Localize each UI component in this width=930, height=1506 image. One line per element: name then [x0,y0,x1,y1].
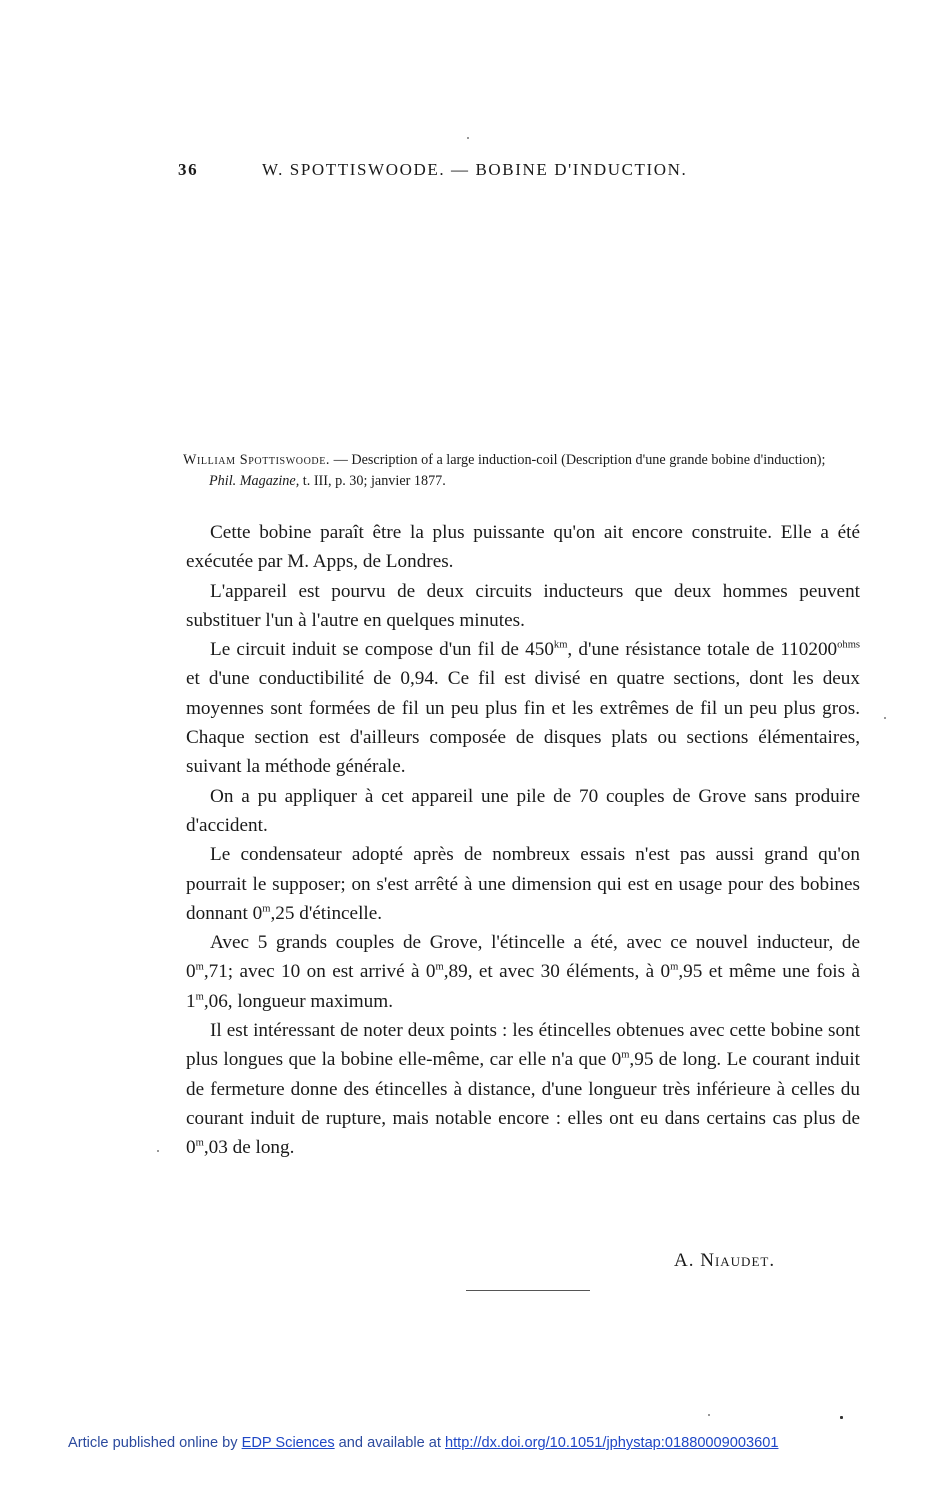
print-speck [708,1414,710,1416]
bibliographic-reference [183,450,855,492]
signature-initial: A. [674,1250,701,1271]
paragraph-6 [186,928,860,1016]
doi-link[interactable]: http://dx.doi.org/10.1051/jphystap:01880009003601 [444,1435,779,1451]
paragraph-1: Cette bobine paraît être la plus puissante qu'on ait encore construite. Elle a été exécutée par M. Apps, de Londres. [186,522,860,573]
paragraph-5-text-a: Le condensateur adopté après de nombreux essais n'est pas aussi grand qu'on pourrait le supposer; on s'est arrêté à une dimension qui est en usage pour des bobines donnant 0 [186,844,860,924]
paragraph-7 [186,1016,860,1162]
unit-superscript: m [670,962,679,974]
print-speck [467,137,469,139]
footer-prefix: Article published online by [68,1435,242,1451]
page-number: 36 [178,160,199,179]
paragraph-4: On a pu appliquer à cet appareil une pile de 70 couples de Grove sans produire d'accident. [186,785,860,836]
paragraph-3-text-b: , d'une résistance totale de 110200 [567,639,838,661]
unit-superscript: m [195,1137,204,1149]
paragraph-6-text-a: Avec 5 grands couples de Grove, l'étincelle a été, avec ce nouvel inducteur, de 0 [186,932,860,983]
paragraph-6-text-e: ,06, longueur maximum. [203,990,393,1012]
running-title: W. SPOTTISWOODE. — BOBINE D'INDUCTION. [262,160,688,179]
paragraph-7-text-a: Il est intéressant de noter deux points : les étincelles obtenues avec cette bobine sont plus longues que la bobine elle-même, car elle n'a que 0 [186,1020,860,1071]
paragraph-3 [186,635,860,781]
paragraph-2: L'appareil est pourvu de deux circuits inducteurs que deux hommes peuvent substituer l'un à l'autre en quelques minutes. [186,580,860,631]
running-header [178,160,778,180]
print-speck [157,1150,159,1152]
paragraph-6-text-c: ,89, et avec 30 éléments, à 0 [443,961,671,983]
author-signature [674,1250,775,1272]
reference-author: William Spottiswoode. [183,452,331,468]
paragraph-6-text-d: ,95 et même une fois à 1 [186,961,861,1012]
print-speck [840,1416,843,1419]
reference-journal: Phil. Magazine, [209,473,300,489]
end-rule [466,1290,590,1292]
unit-superscript: m [435,962,444,974]
paragraph-7-text-c: ,03 de long. [203,1137,295,1159]
footer-middle: and available at [334,1435,445,1451]
paragraph-7-text-b: ,95 de long. Le courant induit de fermeture donne des étincelles à distance, d'une longueur très inférieure à celles du courant induit de rupture, mais notable encore : elles ont eu dans certains cas plus de 0 [186,1049,860,1159]
print-speck [884,717,886,719]
unit-superscript: km [553,639,568,651]
signature-name: Niaudet. [700,1250,776,1271]
paragraph-5 [186,840,860,928]
unit-superscript: m [195,991,204,1003]
article-body [186,518,860,1163]
paragraph-3-text-c: et d'une conductibilité de 0,94. Ce fil est divisé en quatre sections, dont les deux moyennes sont formées de fil un peu plus fin et les extrêmes de fil un peu plus gros. Chaque section est d'ailleurs composée de disques plats ou sections élémentaires, suivant la méthode générale. [186,668,860,778]
unit-superscript: ohms [837,639,860,651]
unit-superscript: m [195,962,204,974]
reference-text-a: — Description of a large induction-coil (Description d'une grande bobine d'induction); [330,452,826,468]
publisher-link[interactable]: EDP Sciences [241,1435,335,1451]
paragraph-3-text-a: Le circuit induit se compose d'un fil de 450 [210,639,554,661]
paragraph-5-text-b: ,25 d'étincelle. [270,902,383,924]
unit-superscript: m [262,903,271,915]
publication-footer [68,1435,868,1451]
paragraph-6-text-b: ,71; avec 10 on est arrivé à 0 [203,961,436,983]
unit-superscript: m [621,1049,630,1061]
reference-text-b: t. III, p. 30; janvier 1877. [299,473,446,489]
